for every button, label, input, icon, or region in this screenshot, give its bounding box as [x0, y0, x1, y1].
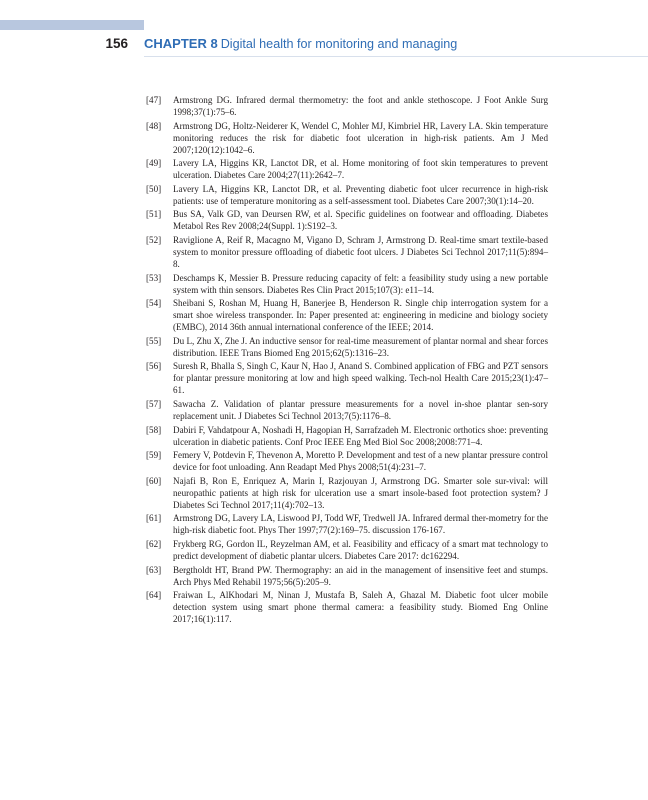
reference-number: [58]	[146, 424, 162, 435]
reference-text: Frykberg RG, Gordon IL, Reyzelman AM, et al. Feasibility and efficacy of a smart mat technology to predict development of diabetic plantar ulcers. Diabetes Care 2017: dc162294.	[173, 538, 548, 561]
reference-number: [56]	[146, 361, 162, 372]
reference-item	[146, 335, 548, 359]
reference-item	[146, 208, 548, 232]
header-accent-bar	[0, 20, 144, 30]
reference-text: Lavery LA, Higgins KR, Lanctot DR, et al. Home monitoring of foot skin temperatures to prevent ulceration. Diabetes Care 2004;27(11):2642–7.	[173, 158, 548, 181]
running-header	[0, 36, 648, 54]
reference-text: Dabiri F, Vahdatpour A, Noshadi H, Hagopian H, Sarrafzadeh M. Electronic orthotics shoe: preventing ulceration in diabetic patients. Conf Proc IEEE Eng Med Biol Soc 2008;2008:771–4.	[173, 424, 548, 447]
reference-text: Najafi B, Ron E, Enriquez A, Marin I, Razjouyan J, Armstrong DG. Smarter sole sur-vival: will neuropathic patients at high risk for ulceration use a smart insole-based foot protection system? J Diabetes Sci Technol 2017;11(4):702–13.	[173, 475, 548, 510]
reference-number: [57]	[146, 398, 162, 409]
reference-text: Fraiwan L, AlKhodari M, Ninan J, Mustafa B, Saleh A, Ghazal M. Diabetic foot ulcer mobile detection system using smart phone thermal camera: a feasibility study. Biomed Eng Online 2017;16(1):117.	[173, 590, 548, 625]
reference-item	[146, 272, 548, 296]
chapter-heading	[144, 36, 457, 52]
reference-item	[146, 183, 548, 207]
reference-item	[146, 94, 548, 118]
reference-text: Armstrong DG, Lavery LA, Liswood PJ, Todd WF, Tredwell JA. Infrared dermal ther-mometry for the high-risk diabetic foot. Phys Ther 1997;77(2):169–75. discussion 176-167.	[173, 513, 548, 536]
reference-number: [60]	[146, 475, 162, 486]
reference-text: Femery V, Potdevin F, Thevenon A, Moretto P. Development and test of a new plantar pressure control device for foot unloading. Ann Readapt Med Phys 2008;51(4):231–7.	[173, 450, 548, 473]
reference-item	[146, 475, 548, 511]
reference-number: [50]	[146, 183, 162, 194]
reference-number: [51]	[146, 209, 162, 220]
reference-text: Bergtholdt HT, Brand PW. Thermography: an aid in the management of insensitive feet and stumps. Arch Phys Med Rehabil 1975;56(5):205–9.	[173, 564, 548, 587]
reference-number: [48]	[146, 120, 162, 131]
reference-item	[146, 234, 548, 270]
reference-item	[146, 512, 548, 536]
reference-text: Lavery LA, Higgins KR, Lanctot DR, et al. Preventing diabetic foot ulcer recurrence in high-risk patients: use of temperature monitoring as a self-assessment tool. Diabetes Care 2007;30(1):14–20.	[173, 183, 548, 206]
reference-item	[146, 589, 548, 625]
reference-item	[146, 564, 548, 588]
reference-number: [52]	[146, 234, 162, 245]
reference-item	[146, 157, 548, 181]
reference-list	[146, 94, 548, 627]
reference-item	[146, 360, 548, 396]
reference-number: [61]	[146, 513, 162, 524]
reference-text: Sheibani S, Roshan M, Huang H, Banerjee B, Henderson R. Single chip interrogation system for a smart shoe wireless transponder. In: Paper presented at: engineering in medicine and biology society (EMBC), 2014 36th annual international conference of the IEEE; 2014.	[173, 298, 548, 333]
reference-number: [54]	[146, 298, 162, 309]
reference-text: Du L, Zhu X, Zhe J. An inductive sensor for real-time measurement of plantar normal and shear forces distribution. IEEE Trans Biomed Eng 2015;62(5):1316–23.	[173, 335, 548, 358]
reference-text: Sawacha Z. Validation of plantar pressure measurements for a novel in-shoe plantar sen-sory replacement unit. J Diabetes Sci Technol 2013;7(5):1176–8.	[173, 398, 548, 421]
reference-number: [53]	[146, 272, 162, 283]
reference-number: [63]	[146, 564, 162, 575]
reference-item	[146, 538, 548, 562]
reference-number: [62]	[146, 538, 162, 549]
reference-number: [64]	[146, 590, 162, 601]
page-number: 156	[105, 36, 128, 51]
reference-number: [55]	[146, 335, 162, 346]
reference-number: [47]	[146, 95, 162, 105]
reference-item	[146, 120, 548, 156]
reference-text: Bus SA, Valk GD, van Deursen RW, et al. Specific guidelines on footwear and offloading. Diabetes Metabol Res Rev 2008;24(Suppl. 1):S192–3.	[173, 209, 548, 232]
reference-number: [49]	[146, 158, 162, 169]
reference-item	[146, 297, 548, 333]
header-rule	[144, 56, 648, 57]
chapter-title: Digital health for monitoring and managing	[220, 37, 458, 51]
reference-text: Suresh R, Bhalla S, Singh C, Kaur N, Hao J, Anand S. Combined application of FBG and PZT sensors for plantar pressure monitoring at low and high speed walking. Tech-nol Health Care 2015;23(1):47–61.	[173, 361, 548, 396]
reference-text: Deschamps K, Messier B. Pressure reducing capacity of felt: a feasibility study using a new portable system with thin sensors. Diabetes Res Clin Pract 2015;107(3): e11–14.	[173, 272, 548, 295]
reference-text: Raviglione A, Reif R, Macagno M, Vigano D, Schram J, Armstrong D. Real-time smart textile-based system to monitor pressure offloading of diabetic foot ulcers. J Diabetes Sci Technol 2017;11(5):894–8.	[173, 234, 548, 269]
reference-item	[146, 398, 548, 422]
reference-text: Armstrong DG, Holtz-Neiderer K, Wendel C, Mohler MJ, Kimbriel HR, Lavery LA. Skin temperature monitoring reduces the risk for diabetic foot ulceration in high-risk patients. Am J Med 2007;120(12):1042–6.	[173, 120, 548, 155]
reference-number: [59]	[146, 450, 162, 461]
reference-text: Armstrong DG. Infrared dermal thermometry: the foot and ankle stethoscope. J Foot Ankle Surg 1998;37(1):75–6.	[173, 95, 548, 117]
reference-item	[146, 424, 548, 448]
reference-item	[146, 449, 548, 473]
chapter-label: CHAPTER 8	[144, 36, 218, 51]
